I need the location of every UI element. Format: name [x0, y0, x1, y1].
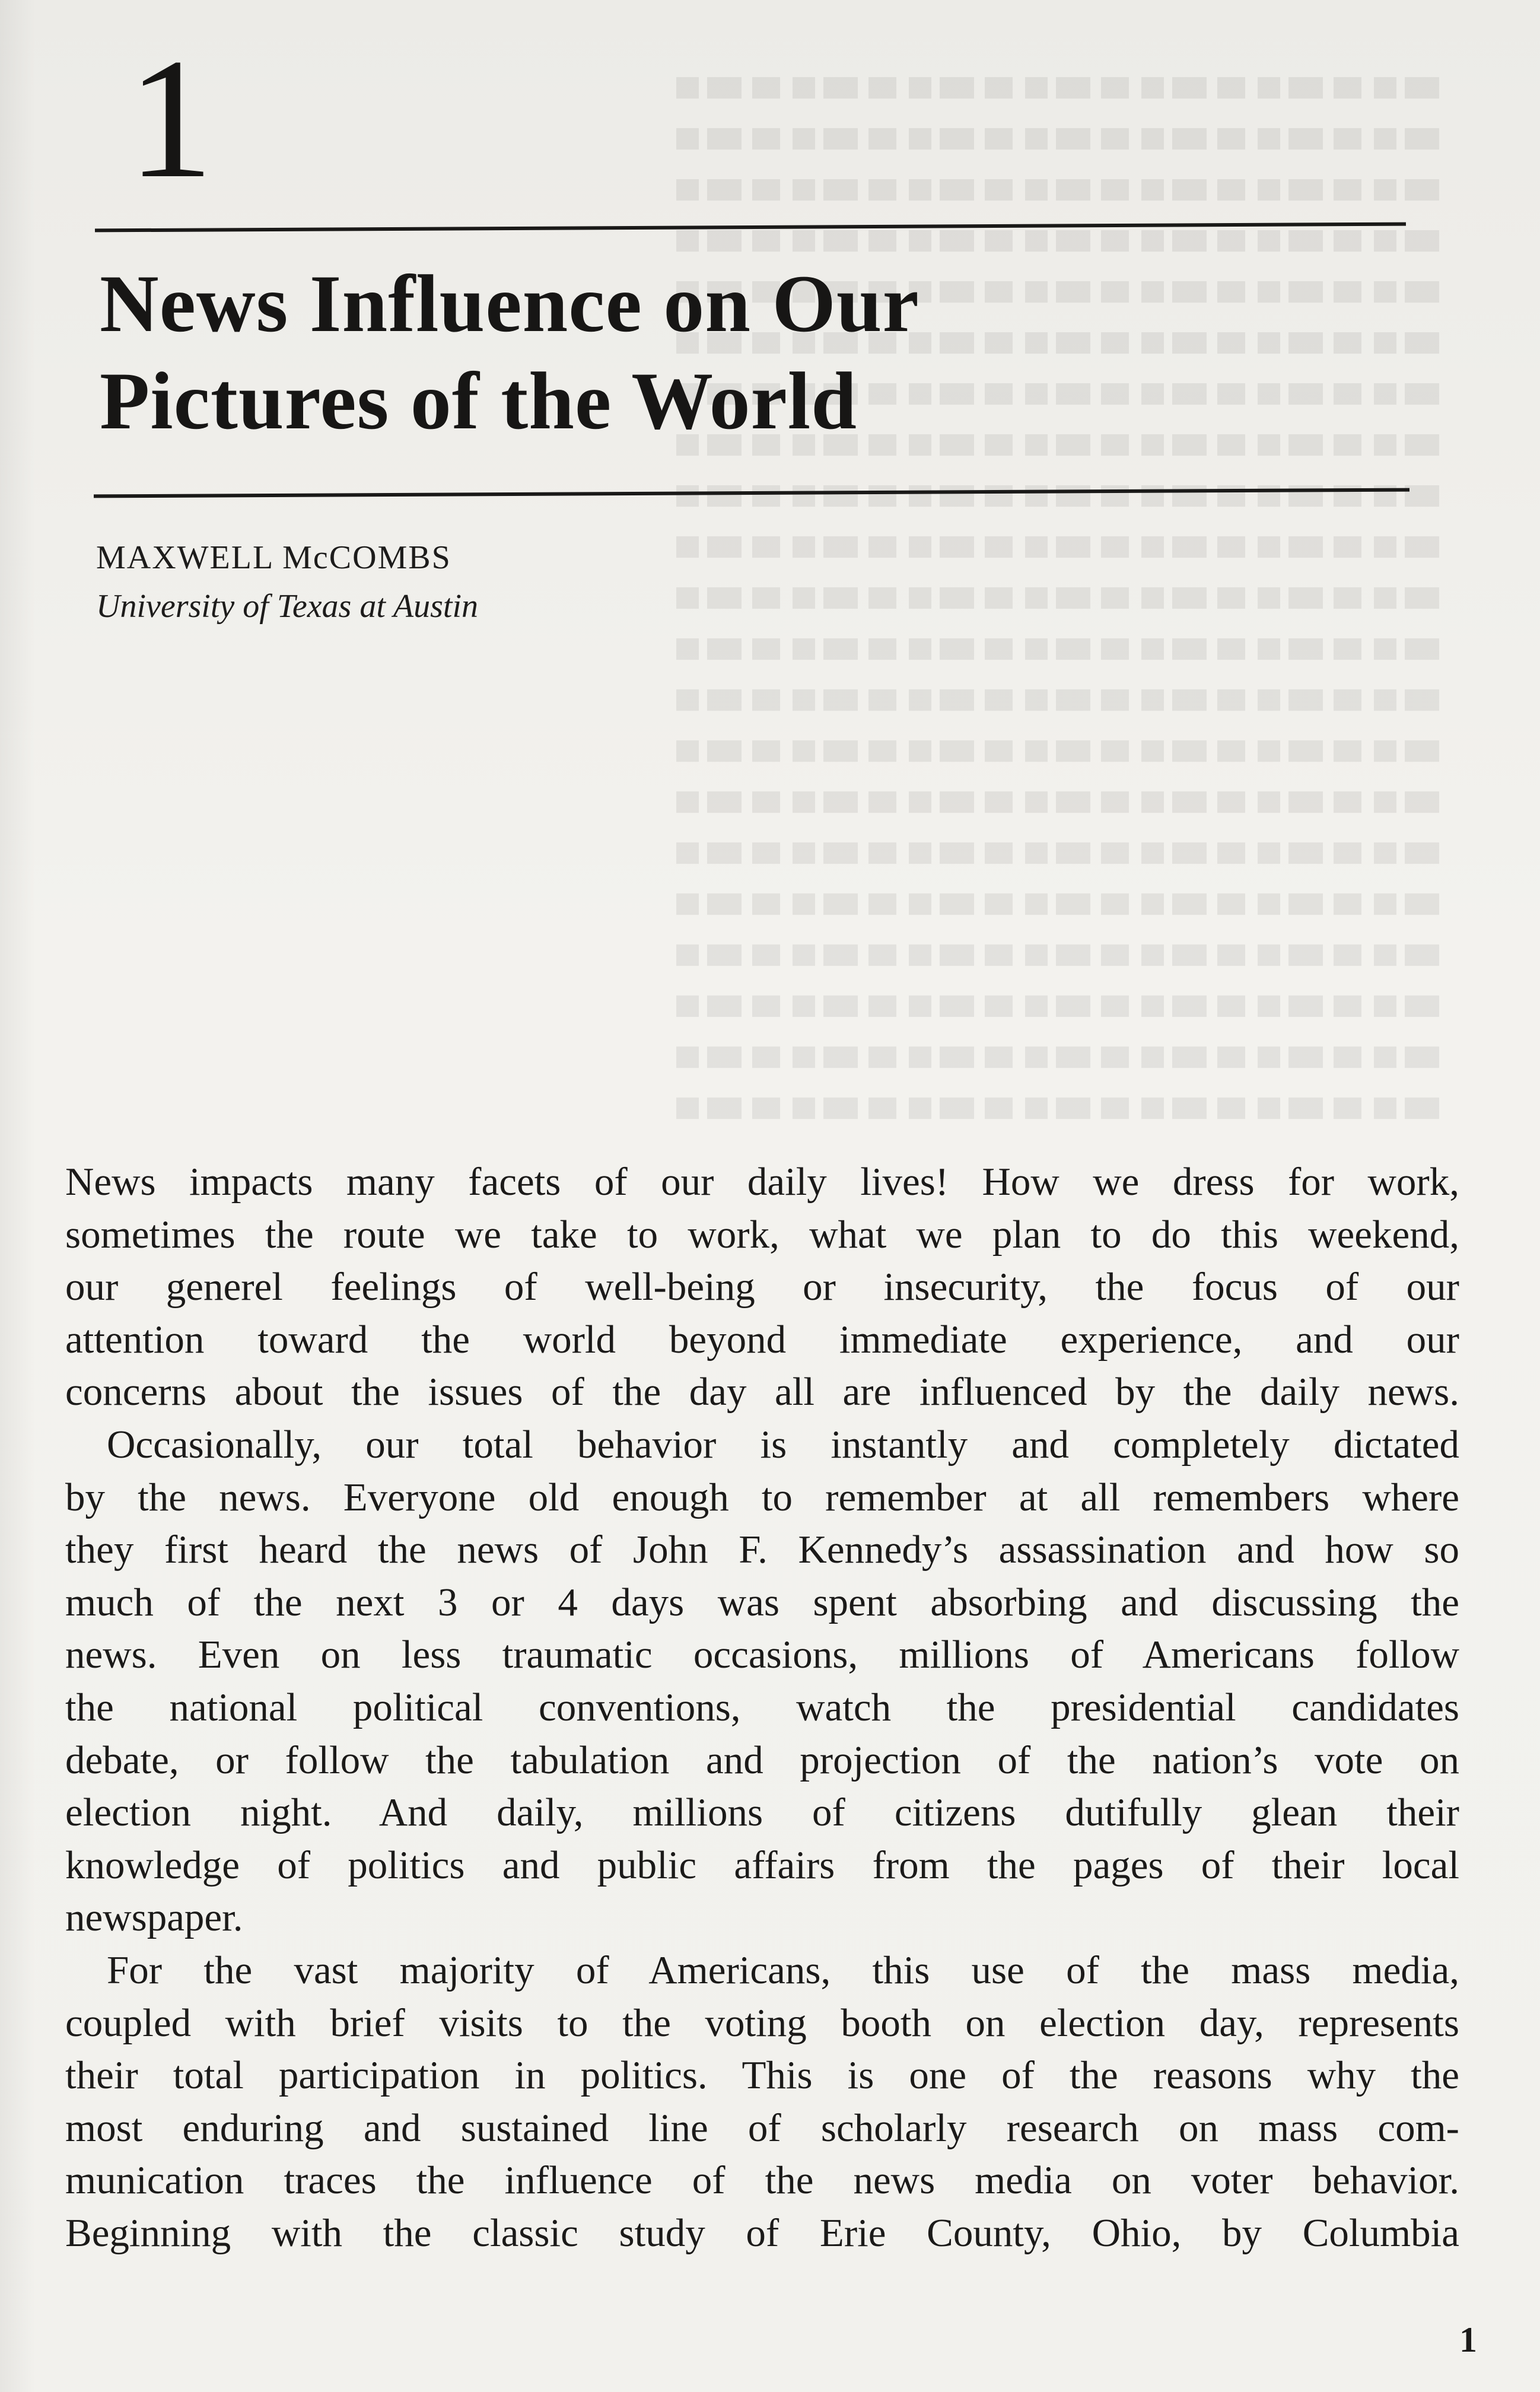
text-line: debate, or follow the tabulation and projection of the nation’s vote on [65, 1738, 1459, 1782]
text-line: most enduring and sustained line of scholarly research on mass com- [65, 2105, 1459, 2150]
author-name: MAXWELL McCOMBS [96, 539, 451, 576]
text-line: concerns about the issues of the day all are influenced by the daily news. [65, 1370, 1459, 1414]
page-gutter-shadow [0, 0, 36, 2392]
text-line: news. Even on less traumatic occasions, millions of Americans follow [65, 1633, 1459, 1677]
text-line: coupled with brief visits to the voting booth on election day, represents [65, 2000, 1459, 2045]
text-line: much of the next 3 or 4 days was spent absorbing and discussing the [65, 1580, 1459, 1624]
text-line: their total participation in politics. This is one of the reasons why the [65, 2053, 1459, 2098]
text-line: News impacts many facets of our daily lives! How we dress for work, [65, 1160, 1459, 1204]
text-line: election night. And daily, millions of citizens dutifully glean their [65, 1790, 1459, 1835]
text-line: newspaper. [65, 1895, 243, 1940]
text-line: sometimes the route we take to work, what we plan to do this weekend, [65, 1212, 1459, 1257]
text-line: knowledge of politics and public affairs from the pages of their local [65, 1843, 1459, 1887]
text-line: Beginning with the classic study of Erie County, Ohio, by Columbia [65, 2210, 1459, 2255]
chapter-title-line: Pictures of the World [100, 355, 857, 446]
chapter-title-line: News Influence on Our [100, 258, 919, 349]
text-line: they first heard the news of John F. Kennedy’s assassination and how so [65, 1528, 1459, 1572]
text-line: our generel feelings of well-being or insecurity, the focus of our [65, 1265, 1459, 1309]
text-line: attention toward the world beyond immediate experience, and our [65, 1317, 1459, 1362]
paragraph [65, 1156, 1459, 1418]
paragraph [65, 1418, 1459, 1944]
paragraph [65, 1944, 1459, 2260]
chapter-title [100, 255, 1405, 450]
body-text [65, 1156, 1459, 2259]
text-line: munication traces the influence of the news media on voter behavior. [65, 2158, 1459, 2203]
text-line: by the news. Everyone old enough to remember at all remembers where [65, 1475, 1459, 1519]
author-affiliation: University of Texas at Austin [96, 588, 478, 625]
bleed-through-text [676, 77, 1447, 1204]
text-line: Occasionally, our total behavior is instantly and completely dictated [107, 1422, 1459, 1467]
text-line: For the vast majority of Americans, this use of the mass media, [107, 1948, 1459, 1992]
page-number: 1 [1459, 2320, 1477, 2359]
text-line: the national political conventions, watch the presidential candidates [65, 1685, 1459, 1729]
chapter-number: 1 [128, 23, 210, 214]
